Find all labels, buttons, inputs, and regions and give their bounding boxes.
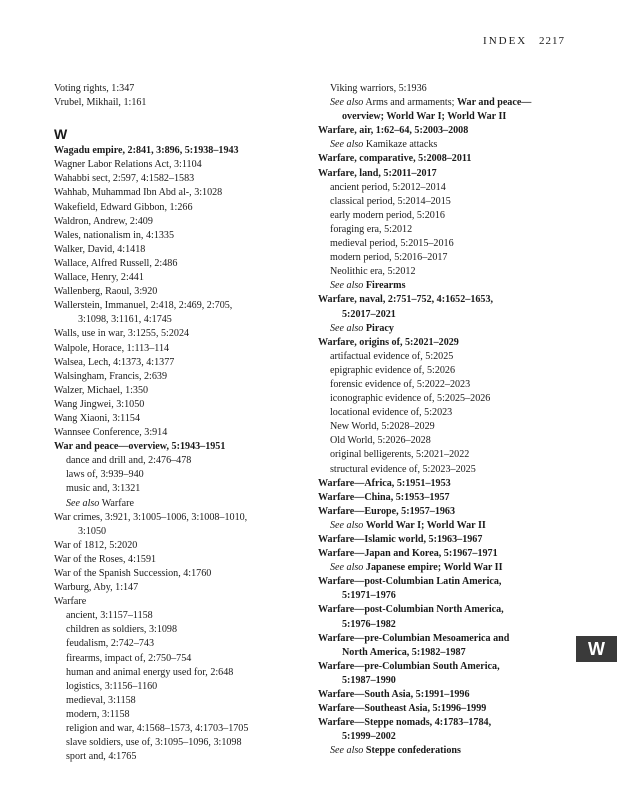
entry-text: Wallace, Henry, 2:441 (54, 272, 144, 284)
index-entry (318, 336, 578, 350)
cross-reference: War and peace— (457, 97, 532, 109)
index-subentry (54, 750, 309, 764)
index-subentry (318, 378, 578, 392)
entry-text: Wallerstein, Immanuel, 2:418, 2:469, 2:705, (54, 300, 233, 312)
entry-text: music and, 3:1321 (66, 483, 141, 495)
entry-text: laws of, 3:939–940 (66, 469, 144, 481)
entry-text: sport and, 4:1765 (66, 751, 137, 763)
index-entry (54, 299, 309, 327)
index-entry (54, 440, 309, 454)
entry-text: foraging era, 5:2012 (330, 223, 413, 235)
entry-text: Wallenberg, Raoul, 3:920 (54, 286, 158, 298)
cross-reference: World War I; World War II (365, 519, 486, 531)
entry-continuation: North America, 5:1982–1987 (342, 646, 466, 658)
entry-text: Wagadu empire, 2:841, 3:896, 5:1938–1943 (54, 145, 239, 157)
entry-text: Warfare—Japan and Korea, 5:1967–1971 (318, 548, 498, 560)
index-column-right (318, 82, 578, 759)
entry-text: Warfare—post-Columbian Latin America, (318, 576, 502, 588)
index-entry (318, 660, 578, 688)
entry-text: Walsingham, Francis, 2:639 (54, 370, 168, 382)
index-entry (318, 477, 578, 491)
index-subentry (54, 637, 309, 651)
index-subentry (54, 736, 309, 750)
index-subentry (318, 96, 578, 124)
index-entry (318, 702, 578, 716)
entry-text: original belligerents, 5:2021–2022 (330, 449, 470, 461)
entry-text: New World, 5:2028–2029 (330, 421, 435, 433)
index-subentry (54, 652, 309, 666)
index-entry (54, 186, 309, 200)
index-entry (54, 426, 309, 440)
entry-text: Voting rights, 1:347 (54, 83, 135, 94)
index-entry (318, 716, 578, 744)
index-entry (54, 285, 309, 299)
entry-text: Vrubel, Mikhail, 1:161 (54, 97, 147, 109)
index-subentry (318, 744, 578, 758)
index-entry (318, 152, 578, 166)
entry-text: ancient, 3:1157–1158 (66, 610, 153, 622)
entry-text: religion and war, 4:1568–1573, 4:1703–1705 (66, 723, 249, 735)
entry-text: Kamikaze attacks (365, 139, 438, 151)
see-also-label: See also (330, 562, 364, 574)
index-subentry (318, 406, 578, 420)
entry-text: Wahhab, Muhammad Ibn Abd al-, 3:1028 (54, 187, 223, 199)
index-entry (54, 384, 309, 398)
entry-continuation: 3:1098, 3:1161, 4:1745 (78, 314, 172, 326)
index-entry (54, 158, 309, 172)
page-header (483, 35, 565, 47)
entry-text: feudalism, 2:742–743 (66, 638, 155, 650)
entry-text: Walpole, Horace, 1:113–114 (54, 342, 170, 354)
index-entry (54, 257, 309, 271)
entry-text: Warfare—pre-Columbian Mesoamerica and (318, 632, 510, 644)
index-entry (54, 342, 309, 356)
index-entry (54, 398, 309, 412)
entry-text: Warfare—pre-Columbian South America, (318, 660, 500, 672)
entry-continuation: overview; World War I; World War II (342, 111, 507, 123)
see-also-label: See also (330, 139, 364, 151)
see-also-label: See also (330, 97, 364, 109)
entry-text: Old World, 5:2026–2028 (330, 435, 431, 447)
thumb-tab-letter: W (588, 638, 605, 659)
entry-text: Wagner Labor Relations Act, 3:1104 (54, 159, 202, 171)
index-subentry (54, 694, 309, 708)
entry-text: Warfare, comparative, 5:2008–2011 (318, 153, 472, 165)
index-subentry (318, 463, 578, 477)
entry-text: Warfare—Africa, 5:1951–1953 (318, 477, 451, 489)
entry-text: Warfare—post-Columbian North America, (318, 604, 504, 616)
entry-text: forensic evidence of, 5:2022–2023 (330, 378, 471, 390)
index-entry (318, 167, 578, 181)
see-also-label: See also (330, 322, 364, 334)
index-entry (54, 511, 309, 539)
index-subentry (54, 454, 309, 468)
index-entry (318, 491, 578, 505)
index-subentry (54, 609, 309, 623)
entry-text: firearms, impact of, 2:750–754 (66, 652, 192, 664)
entry-text: Warfare, naval, 2:751–752, 4:1652–1653, (318, 294, 494, 306)
entry-text: War of 1812, 5:2020 (54, 539, 138, 551)
entry-text: Warfare (54, 596, 87, 608)
entry-text: classical period, 5:2014–2015 (330, 195, 451, 207)
entry-text: Wahabbi sect, 2:597, 4:1582–1583 (54, 173, 195, 185)
entry-text: Warfare—Southeast Asia, 5:1996–1999 (318, 703, 487, 715)
index-entry (318, 547, 578, 561)
entry-text: artifactual evidence of, 5:2025 (330, 350, 454, 362)
entry-text: Warfare, land, 5:2011–2017 (318, 167, 437, 179)
index-subentry (318, 195, 578, 209)
entry-text: Warfare, origins of, 5:2021–2029 (318, 336, 459, 348)
entry-text: Waldron, Andrew, 2:409 (54, 215, 153, 227)
entry-text: Neolithic era, 5:2012 (330, 266, 416, 278)
entry-text: Wallace, Alfred Russell, 2:486 (54, 257, 178, 269)
see-also-label: See also (330, 745, 364, 757)
index-entry (54, 356, 309, 370)
entry-text: Warfare, air, 1:62–64, 5:2003–2008 (318, 125, 469, 137)
entry-text: Walsea, Lech, 4:1373, 4:1377 (54, 356, 175, 368)
index-subentry (54, 722, 309, 736)
index-entry (54, 581, 309, 595)
see-also-label: See also (66, 497, 100, 509)
index-entry (54, 172, 309, 186)
entry-text: Wang Xiaoni, 3:1154 (54, 412, 140, 424)
index-subentry (54, 680, 309, 694)
index-section-letter: W (54, 126, 68, 143)
index-subentry (318, 350, 578, 364)
index-entry (54, 96, 309, 110)
index-entry (318, 575, 578, 603)
entry-text: Warfare—South Asia, 5:1991–1996 (318, 689, 470, 701)
entry-text: locational evidence of, 5:2023 (330, 407, 453, 419)
page-number: 2217 (539, 35, 565, 47)
cross-reference: Firearms (365, 280, 406, 292)
index-subentry (318, 223, 578, 237)
index-subentry (318, 82, 578, 96)
index-entry (54, 370, 309, 384)
entry-text: Warfare (101, 497, 134, 509)
index-subentry (318, 181, 578, 195)
index-subentry (318, 237, 578, 251)
entry-text: War crimes, 3:921, 3:1005–1006, 3:1008–1010, (54, 511, 248, 523)
index-entry (318, 688, 578, 702)
index-entry (54, 144, 309, 158)
entry-text: modern, 3:1158 (66, 708, 130, 720)
index-entry (54, 412, 309, 426)
index-subentry (318, 138, 578, 152)
entry-text: Walzer, Michael, 1:350 (54, 384, 149, 396)
entry-continuation: 5:2017–2021 (342, 308, 396, 320)
cross-reference: Japanese empire; World War II (365, 562, 503, 574)
entry-text: War of the Spanish Succession, 4:1760 (54, 568, 212, 579)
entry-text: slave soldiers, use of, 3:1095–1096, 3:1098 (66, 737, 242, 749)
entry-text: Wannsee Conference, 3:914 (54, 427, 168, 439)
index-subentry (54, 708, 309, 722)
index-entry (318, 124, 578, 138)
index-entry (54, 229, 309, 243)
index-entry (54, 271, 309, 285)
cross-reference: Steppe confederations (365, 745, 461, 757)
entry-text: Wakefield, Edward Gibbon, 1:266 (54, 201, 193, 213)
entry-text: logistics, 3:1156–1160 (66, 680, 158, 692)
index-subentry (318, 364, 578, 378)
index-entry (54, 215, 309, 229)
index-entry (318, 533, 578, 547)
index-column-left (54, 82, 309, 764)
index-subentry (318, 448, 578, 462)
index-subentry (318, 265, 578, 279)
spacer (54, 110, 309, 118)
index-subentry (318, 251, 578, 265)
index-subentry (318, 519, 578, 533)
entry-text: children as soldiers, 3:1098 (66, 624, 178, 636)
entry-text: structural evidence of, 5:2023–2025 (330, 463, 476, 475)
entry-text: Warfare—China, 5:1953–1957 (318, 491, 450, 503)
entry-text: Wang Jingwei, 3:1050 (54, 398, 145, 410)
index-subentry (318, 434, 578, 448)
section-thumb-tab (576, 636, 617, 662)
index-entry (54, 553, 309, 567)
index-subentry (318, 420, 578, 434)
index-subentry (54, 623, 309, 637)
entry-continuation: 5:1987–1990 (342, 674, 396, 686)
entry-continuation: 5:1971–1976 (342, 590, 396, 602)
index-entry (54, 595, 309, 609)
entry-text: War and peace—overview, 5:1943–1951 (54, 441, 226, 453)
index-entry (54, 82, 309, 96)
entry-text: Warfare—Islamic world, 5:1963–1967 (318, 534, 483, 545)
index-entry (54, 243, 309, 257)
see-also-label: See also (330, 519, 364, 531)
entry-text: modern period, 5:2016–2017 (330, 252, 448, 264)
entry-text: Walls, use in war, 3:1255, 5:2024 (54, 328, 190, 340)
entry-text: Viking warriors, 5:1936 (330, 83, 427, 94)
index-entry (54, 539, 309, 553)
entry-continuation: 3:1050 (78, 525, 107, 537)
index-subentry (318, 322, 578, 336)
entry-continuation: 5:1999–2002 (342, 731, 396, 743)
entry-text: Arms and armaments; (365, 97, 457, 109)
entry-text: Walker, David, 4:1418 (54, 243, 146, 255)
index-subentry (54, 666, 309, 680)
entry-text: Warfare—Steppe nomads, 4:1783–1784, (318, 717, 492, 729)
entry-text: medieval period, 5:2015–2016 (330, 238, 454, 250)
entry-text: Warburg, Aby, 1:147 (54, 582, 139, 594)
index-entry (318, 293, 578, 321)
entry-text: iconographic evidence of, 5:2025–2026 (330, 393, 491, 405)
entry-continuation: 5:1976–1982 (342, 618, 396, 630)
index-subentry (54, 482, 309, 496)
see-also-label: See also (330, 280, 364, 292)
entry-text: early modern period, 5:2016 (330, 209, 445, 221)
entry-text: War of the Roses, 4:1591 (54, 553, 157, 565)
entry-text: medieval, 3:1158 (66, 694, 136, 706)
index-subentry (54, 468, 309, 482)
index-entry (318, 505, 578, 519)
entry-text: Warfare—Europe, 5:1957–1963 (318, 505, 456, 517)
entry-text: epigraphic evidence of, 5:2026 (330, 364, 456, 376)
index-entry (54, 201, 309, 215)
entry-text: Wales, nationalism in, 4:1335 (54, 229, 175, 241)
index-subentry (318, 209, 578, 223)
entry-text: dance and drill and, 2:476–478 (66, 455, 192, 467)
running-head: INDEX (483, 35, 528, 47)
entry-text: ancient period, 5:2012–2014 (330, 181, 446, 193)
index-entry (54, 567, 309, 581)
index-subentry (318, 561, 578, 575)
entry-text: human and animal energy used for, 2:648 (66, 666, 234, 678)
index-entry (318, 603, 578, 631)
index-entry (54, 327, 309, 341)
cross-reference: Piracy (365, 322, 394, 334)
index-entry (318, 632, 578, 660)
index-subentry (54, 497, 309, 511)
index-subentry (318, 392, 578, 406)
index-subentry (318, 279, 578, 293)
